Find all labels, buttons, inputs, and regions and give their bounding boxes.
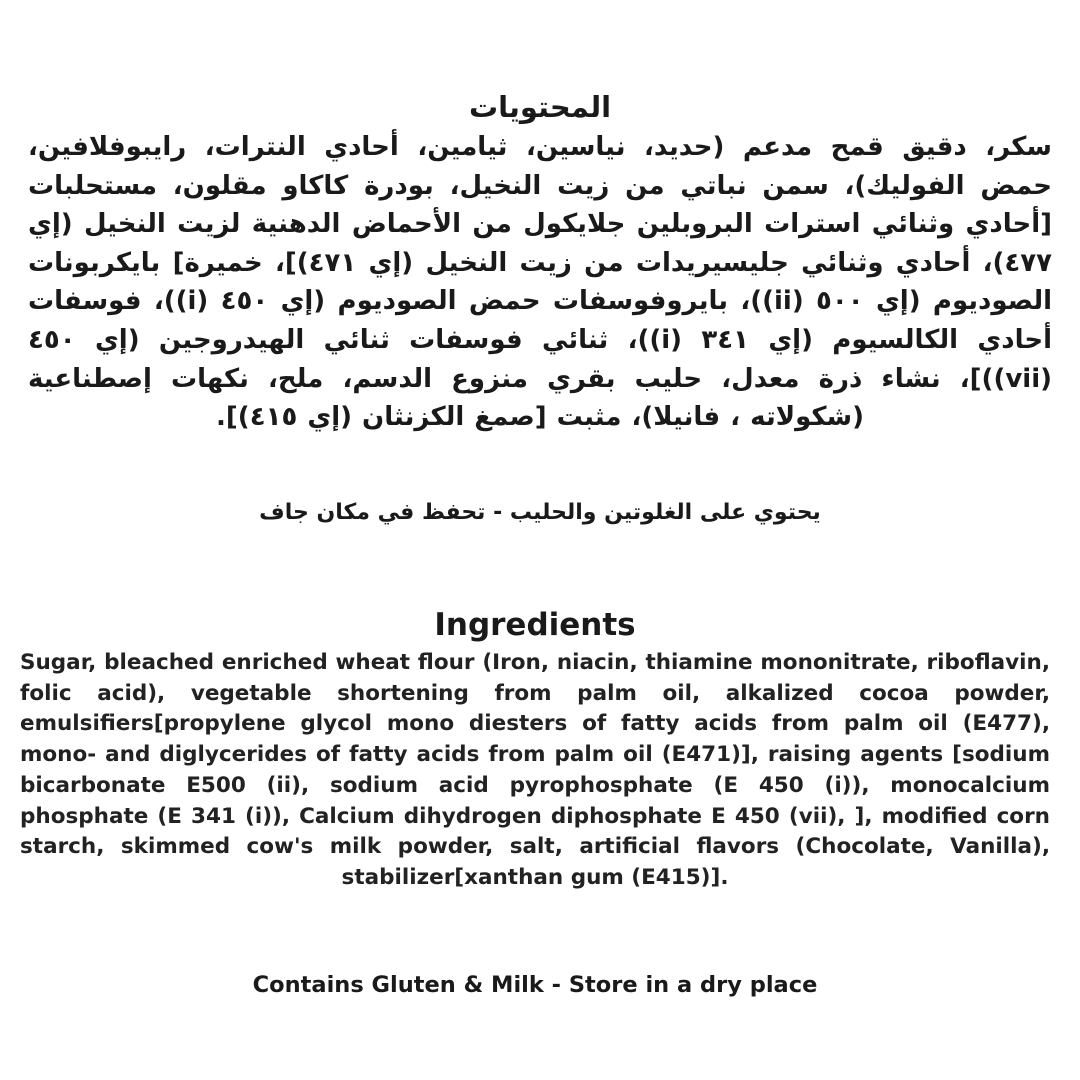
arabic-ingredients-section <box>28 88 1052 437</box>
english-ingredients-text: Sugar, bleached enriched wheat flour (Iron, niacin, thiamine mononitrate, riboflavin, folic acid), vegetable shortening from palm oil, alkalized cocoa powder, emulsifiers[propylene glycol mono diesters of fatty acids from palm oil (E477), mono- and diglycerides of fatty acids from palm oil (E471)], raising agents [sodium bicarbonate E500 (ii), sodium acid pyrophosphate (E 450 (i)), monocalcium phosphate (E 341 (i)), Calcium dihydrogen diphosphate E 450 (vii), ], modified corn starch, skimmed cow's milk powder, salt, artificial flavors (Chocolate, Vanilla), stabilizer[xanthan gum (E415)]. <box>20 650 1050 890</box>
arabic-title: المحتويات <box>468 90 612 124</box>
english-title: Ingredients <box>434 607 636 643</box>
arabic-allergen-storage-note: يحتوي على الغلوتين والحليب - تحفظ في مكان جاف <box>259 500 821 525</box>
english-ingredients-section <box>20 604 1050 894</box>
english-allergen-storage-note: Contains Gluten & Milk - Store in a dry place <box>252 972 818 998</box>
arabic-ingredients-text: سكر، دقيق قمح مدعم (حديد، نياسين، ثيامين، أحادي النترات، رايبوفلافين، حمض الفوليك)، سمن نباتي من زيت النخيل، بودرة كاكاو مقلون، مستحلبات [أحادي وثنائي استرات البروبلين جلايكول من الأحماض الدهنية لزيت النخيل (إي ٤٧٧)، أحادي وثنائي جليسيريدات من زيت النخيل (إي ٤٧١)]، خميرة] بايكربونات الصوديوم (إي ٥٠٠ (ii))، بايروفوسفات حمض الصوديوم (إي ٤٥٠ (i))، فوسفات أحادي الكالسيوم (إي ٣٤١ (i))، ثنائي فوسفات ثنائي الهيدروجين (إي ٤٥٠ (vii))]، نشاء ذرة معدل، حليب بقري منزوع الدسم، ملح، نكهات إصطناعية (شكولاته ، فانيلا)، مثبت [صمغ الكزنثان (إي ٤١٥)]. <box>28 132 1053 433</box>
